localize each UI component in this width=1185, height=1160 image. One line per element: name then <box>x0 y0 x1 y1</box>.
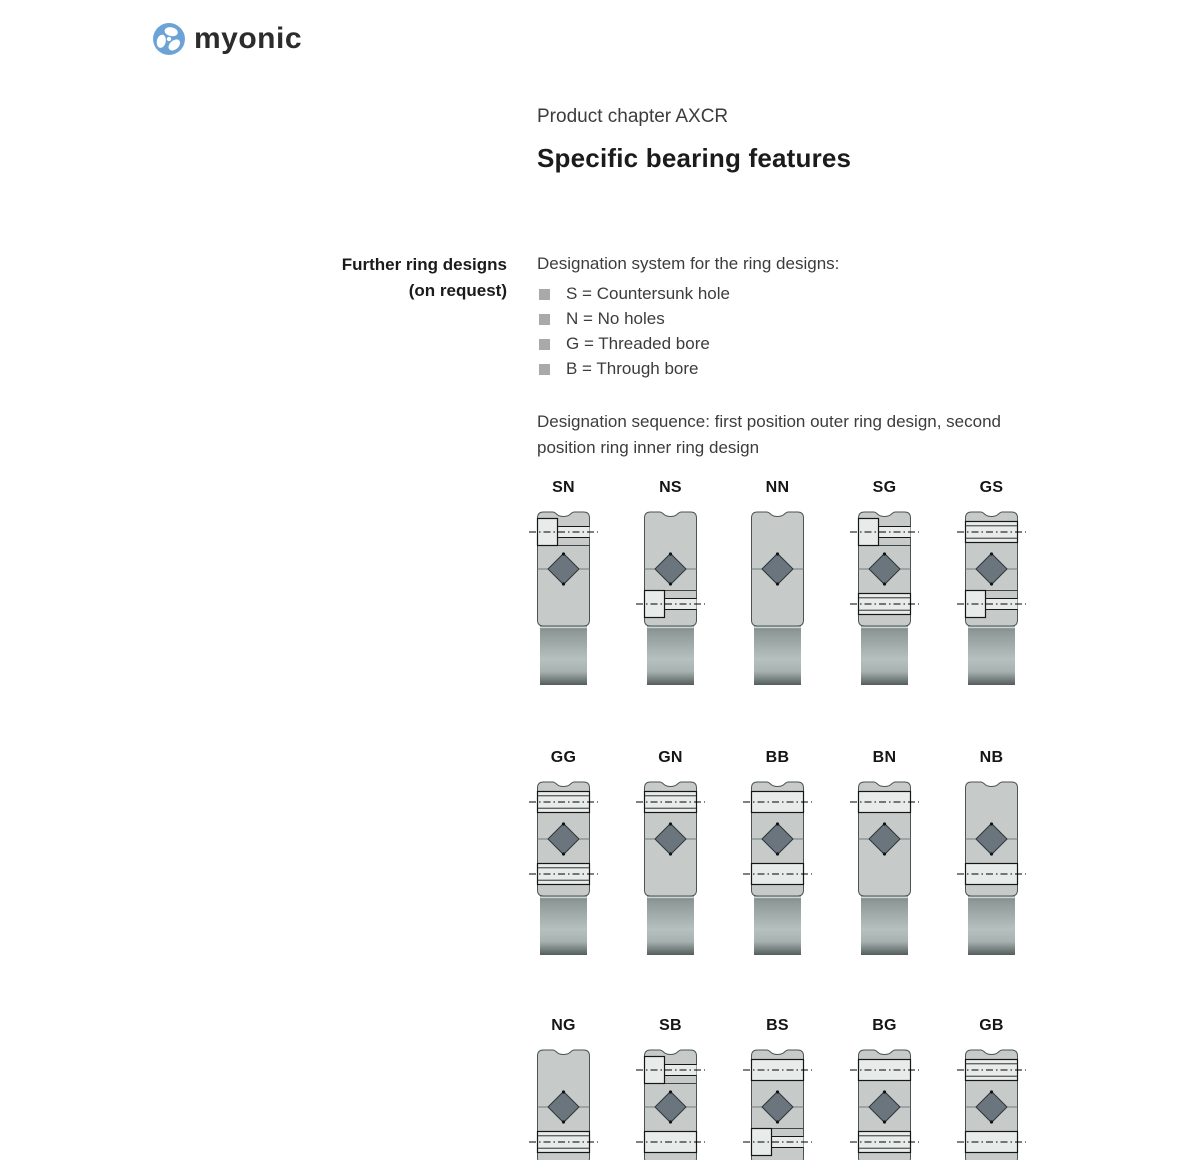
bearing-diagram-SB <box>617 1046 724 1160</box>
bearing-diagram-NG <box>510 1046 617 1160</box>
bearing-label-SG: SG <box>872 479 897 496</box>
legend-item-text: G = Threaded bore <box>566 334 710 353</box>
bearing-label-NN: NN <box>765 479 790 496</box>
legend-item-1 <box>537 284 730 309</box>
legend-item-text: S = Countersunk hole <box>566 284 730 303</box>
bearing-label-NS: NS <box>659 479 682 496</box>
bearing-card-NG <box>510 1016 617 1160</box>
bearing-diagram-BS <box>724 1046 831 1160</box>
legend-item-3 <box>537 334 730 359</box>
myonic-logo-icon <box>150 20 188 58</box>
bearing-label-BG: BG <box>872 1017 897 1034</box>
bearing-card-GG <box>510 748 617 959</box>
bearing-row-3 <box>510 1016 1045 1160</box>
bearing-diagram-SN <box>510 508 617 689</box>
bearing-label-GS: GS <box>979 479 1004 496</box>
bullet-square-icon <box>539 339 550 350</box>
bearing-label-BN: BN <box>872 749 897 766</box>
bearing-card-NB <box>938 748 1045 959</box>
chapter-eyebrow: Product chapter AXCR <box>537 106 729 127</box>
bearing-card-BS <box>724 1016 831 1160</box>
bearing-card-NS <box>617 478 724 689</box>
bearing-card-SG <box>831 478 938 689</box>
bullet-square-icon <box>539 289 550 300</box>
bearing-card-BG <box>831 1016 938 1160</box>
bearing-card-BN <box>831 748 938 959</box>
bearing-diagram-NS <box>617 508 724 689</box>
bearing-label-NB: NB <box>979 749 1004 766</box>
bearing-label-BB: BB <box>765 749 790 766</box>
bearing-diagram-BG <box>831 1046 938 1160</box>
bearing-card-NN <box>724 478 831 689</box>
bearing-diagram-GS <box>938 508 1045 689</box>
bearing-diagram-SG <box>831 508 938 689</box>
designation-intro: Designation system for the ring designs: <box>537 254 840 273</box>
bearing-label-GG: GG <box>550 749 577 766</box>
bearing-label-SB: SB <box>659 1017 682 1034</box>
designation-legend <box>537 284 730 384</box>
bearing-label-GB: GB <box>979 1017 1004 1034</box>
brand-logo <box>150 20 302 58</box>
bearing-card-GB <box>938 1016 1045 1160</box>
brand-wordmark: myonic <box>194 22 303 55</box>
bearing-diagram-NN <box>724 508 831 689</box>
bearing-diagram-GG <box>510 778 617 959</box>
bearing-card-SB <box>617 1016 724 1160</box>
bearing-card-GN <box>617 748 724 959</box>
bullet-square-icon <box>539 364 550 375</box>
bearing-diagram-GB <box>938 1046 1045 1160</box>
bearing-card-GS <box>938 478 1045 689</box>
bearing-label-SN: SN <box>552 479 575 496</box>
bearing-diagram-GN <box>617 778 724 959</box>
legend-item-4 <box>537 359 730 384</box>
margin-label-line1: Further ring designs <box>341 255 507 274</box>
bearing-row-2 <box>510 748 1045 959</box>
margin-label-line2: (on request) <box>408 281 507 300</box>
bearing-diagram-BN <box>831 778 938 959</box>
bearing-diagram-NB <box>938 778 1045 959</box>
bearing-label-BS: BS <box>766 1017 789 1034</box>
legend-item-text: B = Through bore <box>566 359 699 378</box>
bearing-card-SN <box>510 478 617 689</box>
bullet-square-icon <box>539 314 550 325</box>
page-title: Specific bearing features <box>537 143 852 173</box>
legend-item-2 <box>537 309 730 334</box>
bearing-card-BB <box>724 748 831 959</box>
margin-label <box>287 252 507 304</box>
bearing-label-GN: GN <box>658 749 683 766</box>
designation-sequence-note: Designation sequence: first position outer ring design, second position ring inner ring design <box>537 412 1002 457</box>
bearing-row-1 <box>510 478 1045 689</box>
legend-item-text: N = No holes <box>566 309 665 328</box>
bearing-diagram-BB <box>724 778 831 959</box>
bearing-label-NG: NG <box>551 1017 576 1034</box>
